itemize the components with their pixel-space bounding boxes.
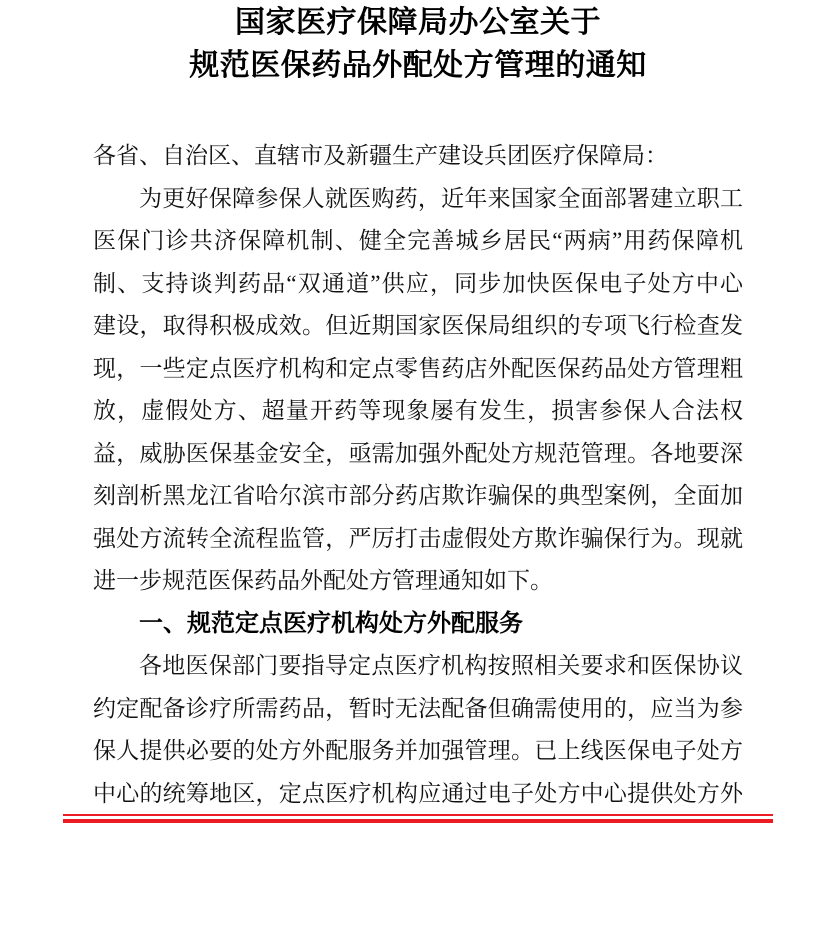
paragraph1-line-6: 放，虚假处方、超量开药等现象屡有发生，损害参保人合法权 xyxy=(93,398,743,423)
paragraph1-line-4: 建设，取得积极成效。但近期国家医保局组织的专项飞行检查发 xyxy=(93,313,743,338)
paragraph1-line-3: 制、支持谈判药品“双通道”供应，同步加快医保电子处方中心 xyxy=(93,270,743,296)
paragraph1-line-5: 现，一些定点医疗机构和定点零售药店外配医保药品处方管理粗 xyxy=(93,355,743,381)
paragraph2-line-4: 中心的统筹地区，定点医疗机构应通过电子处方中心提供处方外 xyxy=(93,780,743,806)
paragraph1-line-2: 医保门诊共济保障机制、健全完善城乡居民“两病”用药保障机 xyxy=(93,228,743,253)
red-divider xyxy=(63,814,773,823)
paragraph1-line-7: 益，威胁医保基金安全，亟需加强外配处方规范管理。各地要深 xyxy=(93,440,743,466)
paragraph1-line-9: 强处方流转全流程监管，严厉打击虚假处方欺诈骗保行为。现就 xyxy=(93,525,743,551)
document-title xyxy=(93,1,743,87)
salutation-line: 各省、自治区、直辖市及新疆生产建设兵团医疗保障局： xyxy=(93,143,668,168)
section1-heading: 一、规范定点医疗机构处方外配服务 xyxy=(139,609,523,637)
paragraph2-line-1: 各地医保部门要指导定点医疗机构按照相关要求和医保协议 xyxy=(139,653,743,678)
title-line-2: 规范医保药品外配处方管理的通知 xyxy=(189,49,647,82)
paragraph1-line-10: 进一步规范医保药品外配处方管理通知如下。 xyxy=(93,568,553,593)
paragraph2-line-3: 保人提供必要的处方外配服务并加强管理。已上线医保电子处方 xyxy=(93,738,743,763)
paragraph2-line-2: 约定配备诊疗所需药品，暂时无法配备但确需使用的，应当为参 xyxy=(93,695,743,721)
document-body xyxy=(93,135,743,815)
paragraph1-line-8: 刻剖析黑龙江省哈尔滨市部分药店欺诈骗保的典型案例，全面加 xyxy=(93,483,743,508)
paragraph1-line-1: 为更好保障参保人就医购药，近年来国家全面部署建立职工 xyxy=(139,185,743,211)
title-line-1: 国家医疗保障局办公室关于 xyxy=(235,6,601,39)
red-divider-thick-rule xyxy=(63,819,773,823)
